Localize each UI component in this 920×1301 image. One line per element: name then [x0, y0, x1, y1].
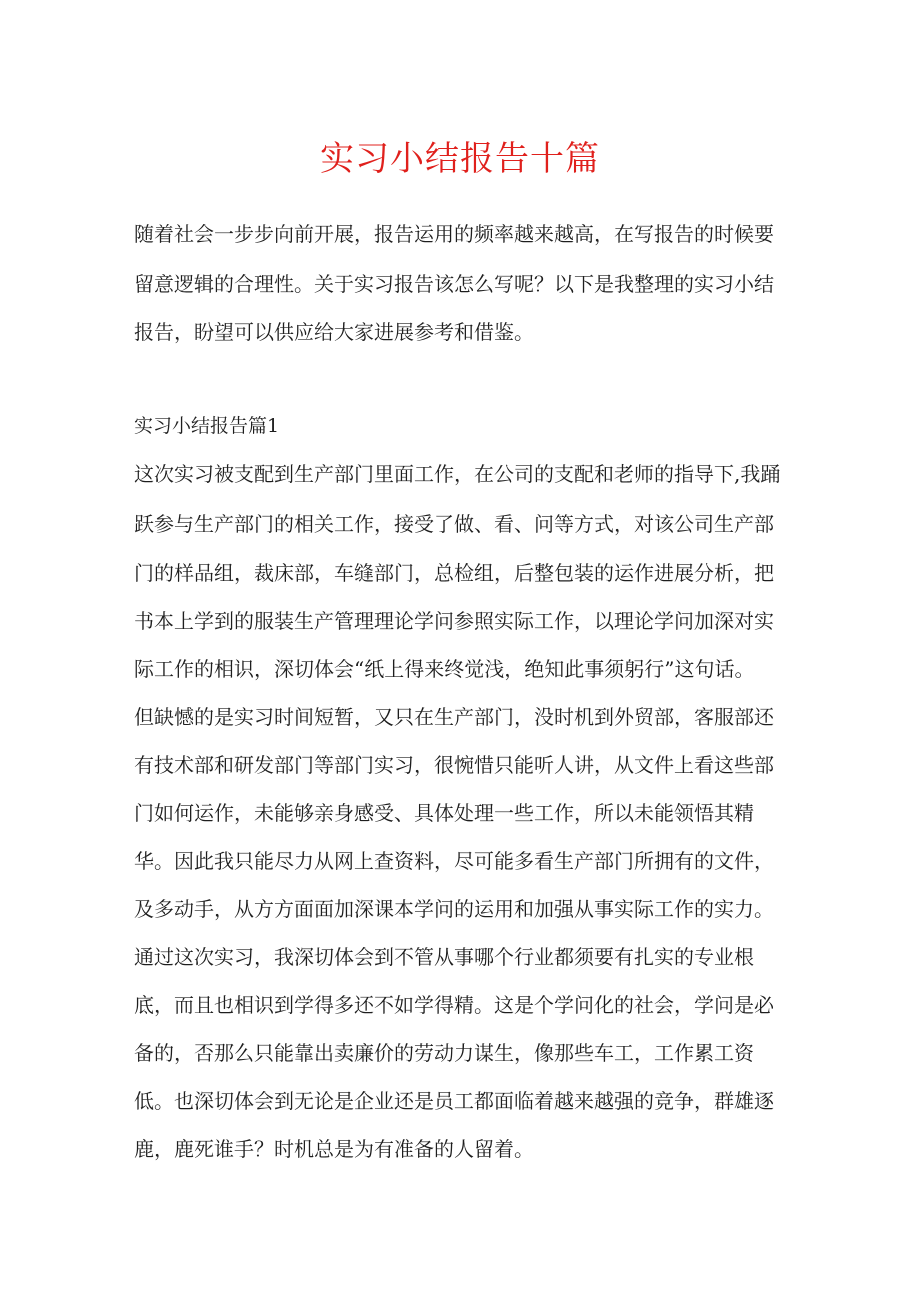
body-line: 鹿，鹿死谁手？时机总是为有准备的人留着。	[134, 1137, 534, 1161]
body-line: 门的样品组，裁床部，车缝部门，总检组，后整包装的运作进展分析，把	[134, 561, 774, 585]
body-line: 跃参与生产部门的相关工作，接受了做、看、问等方式，对该公司生产部	[134, 512, 774, 536]
intro-line: 随着社会一步步向前开展，报告运用的频率越来越高，在写报告的时候要	[134, 222, 774, 246]
body-line: 门如何运作，未能够亲身感受、具体处理一些工作，所以未能领悟其精	[134, 801, 754, 825]
body-line: 有技术部和研发部门等部门实习，很惋惜只能听人讲，从文件上看这些部	[134, 753, 774, 777]
body-line: 但缺憾的是实习时间短暂，又只在生产部门，没时机到外贸部，客服部还	[134, 705, 774, 729]
body-line: 备的，否那么只能靠出卖廉价的劳动力谋生，像那些车工，工作累工资	[134, 1041, 754, 1065]
body-line: 及多动手，从方方面面加深课本学问的运用和加强从事实际工作的实力。	[134, 897, 774, 921]
body-line: 华。因此我只能尽力从网上查资料，尽可能多看生产部门所拥有的文件，	[134, 849, 774, 873]
body-line: 低。也深切体会到无论是企业还是员工都面临着越来越强的竞争，群雄逐	[134, 1089, 774, 1113]
body-line: 际工作的相识，深切体会“纸上得来终觉浅，绝知此事须躬行”这句话。	[134, 657, 755, 681]
body-line: 通过这次实习，我深切体会到不管从事哪个行业都须要有扎实的专业根	[134, 945, 754, 969]
page-title: 实习小结报告十篇	[320, 139, 600, 179]
body-line: 书本上学到的服装生产管理理论学问参照实际工作，以理论学问加深对实	[134, 609, 774, 633]
body-line: 底，而且也相识到学得多还不如学得精。这是个学问化的社会，学问是必	[134, 993, 774, 1017]
section-heading: 实习小结报告篇1	[134, 415, 280, 437]
intro-line: 留意逻辑的合理性。关于实习报告该怎么写呢？以下是我整理的实习小结	[134, 272, 774, 296]
intro-line: 报告，盼望可以供应给大家进展参考和借鉴。	[134, 320, 534, 344]
body-line: 这次实习被支配到生产部门里面工作，在公司的支配和老师的指导下,我踊	[134, 462, 781, 486]
